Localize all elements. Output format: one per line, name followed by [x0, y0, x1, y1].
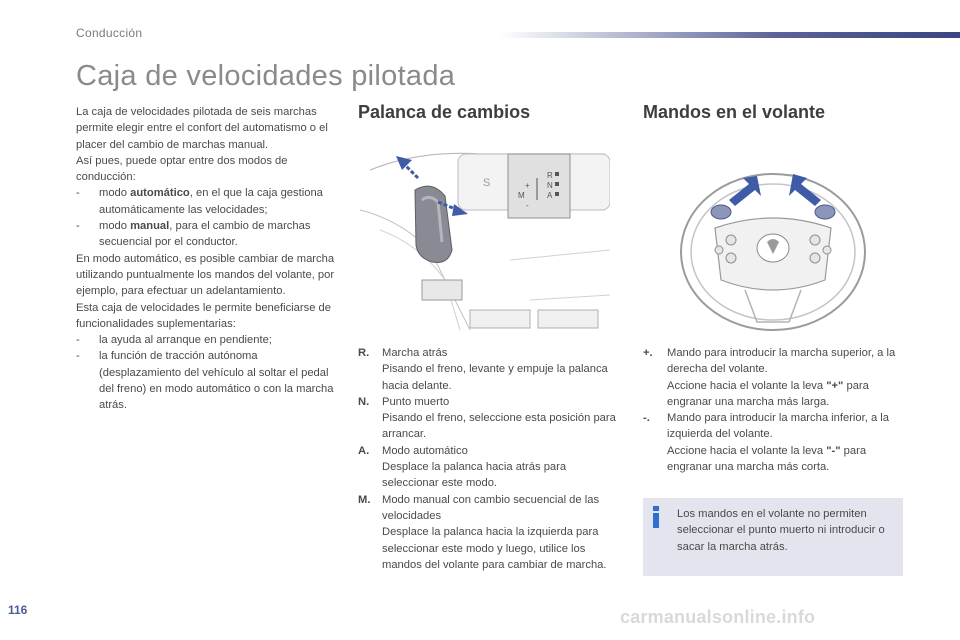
legend-row — [643, 443, 905, 476]
gear-lever-legend — [358, 345, 620, 573]
legend-text: Mando para introducir la marcha inferior, a la izquierda del volante. — [667, 412, 889, 441]
feature-text: la ayuda al arranque en pendiente; — [99, 334, 272, 347]
page-number: 116 — [8, 603, 28, 617]
dash: - — [76, 220, 80, 233]
legend-row — [358, 459, 620, 492]
legend-row — [358, 394, 620, 410]
legend-pre: Accione hacia el volante la leva — [667, 444, 827, 457]
legend-text: Desplace la palanca hacia atrás para seleccionar este modo. — [382, 461, 567, 490]
intro-paragraph-2: Así pues, puede optar entre dos modos de conducción: — [76, 154, 288, 184]
gear-lever-illustration — [360, 150, 610, 332]
legend-key: A. — [358, 444, 370, 457]
legend-row — [358, 361, 620, 394]
mode-pre: modo — [99, 220, 131, 233]
steering-wheel-illustration — [645, 150, 903, 332]
legend-row — [358, 524, 620, 573]
steering-controls-legend — [643, 345, 905, 475]
info-text: Los mandos en el volante no permiten seleccionar el punto muerto ni introducir o sacar la marcha atrás. — [677, 508, 885, 553]
legend-row — [358, 492, 620, 525]
watermark: carmanualsonline.info — [620, 607, 816, 627]
legend-text: Punto muerto — [382, 395, 450, 408]
dash: - — [76, 334, 80, 347]
legend-paddle-symbol: "+" — [826, 379, 844, 392]
gear-lever-heading: Palanca de cambios — [358, 102, 531, 122]
feature-item — [76, 348, 338, 413]
page-title: Caja de velocidades pilotada — [76, 60, 456, 92]
mode-post: , para el cambio de marchas secuencial por el conductor. — [99, 220, 311, 249]
gate-letter-n: N — [547, 181, 553, 190]
legend-text: Mando para introducir la marcha superior, a la derecha del volante. — [667, 347, 896, 376]
legend-text: Pisando el freno, seleccione esta posición para arrancar. — [382, 412, 616, 441]
feature-text: la función de tracción autónoma (desplazamiento del vehículo al soltar el pedal del freno) en modo automático o con la marcha atrás. — [99, 350, 334, 412]
intro-paragraph-4: Esta caja de velocidades le permite beneficiarse de funcionalidades suplementarias: — [76, 301, 331, 330]
legend-row — [358, 443, 620, 459]
legend-key: +. — [643, 347, 653, 359]
legend-row — [643, 410, 905, 443]
legend-text: Desplace la palanca hacia la izquierda para seleccionar este modo y luego, utilice los mandos del volante para cambiar de marcha. — [382, 526, 607, 571]
gate-letter-r: R — [547, 171, 553, 180]
feature-item — [76, 332, 338, 348]
legend-key: N. — [358, 395, 370, 408]
legend-paddle-symbol: "-" — [826, 444, 841, 457]
legend-text: Pisando el freno, levante y empuje la palanca hacia delante. — [382, 363, 608, 392]
gate-letter-a: A — [547, 191, 553, 200]
mode-pre: modo — [99, 187, 131, 200]
legend-key: R. — [358, 347, 370, 359]
legend-key: M. — [358, 493, 371, 506]
gate-letter-m: M — [518, 191, 525, 200]
legend-text: Modo automático — [382, 444, 468, 457]
legend-row — [358, 410, 620, 443]
gate-letter-s: S — [483, 177, 491, 189]
info-box — [643, 498, 903, 576]
mode-post: , en el que la caja gestiona automáticamente las velocidades; — [99, 187, 323, 216]
legend-key: -. — [643, 412, 650, 425]
mode-item-automatic — [76, 185, 338, 218]
gate-letter-plus: + — [525, 181, 530, 190]
mode-name: automático — [130, 187, 190, 200]
mode-name: manual — [130, 220, 170, 233]
intro-paragraph-3: En modo automático, es posible cambiar de marcha utilizando puntualmente los mandos del volante, por ejemplo, para efectuar un adelantamiento. — [76, 252, 335, 298]
steering-controls-heading: Mandos en el volante — [643, 102, 826, 122]
legend-row — [358, 345, 620, 361]
intro-column — [76, 104, 338, 414]
section-label: Conducción — [76, 26, 143, 40]
legend-row — [643, 345, 905, 378]
intro-paragraph-1: La caja de velocidades pilotada de seis marchas permite elegir entre el confort del automatismo o el placer del cambio de marchas manual. — [76, 106, 328, 151]
dash: - — [76, 350, 80, 363]
legend-text: Modo manual con cambio secuencial de las velocidades — [382, 493, 600, 522]
legend-post: para engranar una marcha más corta. — [667, 444, 867, 474]
header-bar — [500, 32, 960, 38]
dash: - — [76, 187, 80, 200]
legend-row — [643, 378, 905, 411]
gate-letter-minus: - — [526, 201, 529, 210]
info-icon — [651, 506, 661, 528]
mode-item-manual — [76, 218, 338, 251]
legend-post: para engranar una marcha más larga. — [667, 379, 869, 408]
legend-pre: Accione hacia el volante la leva — [667, 379, 827, 392]
legend-text: Marcha atrás — [382, 347, 448, 359]
